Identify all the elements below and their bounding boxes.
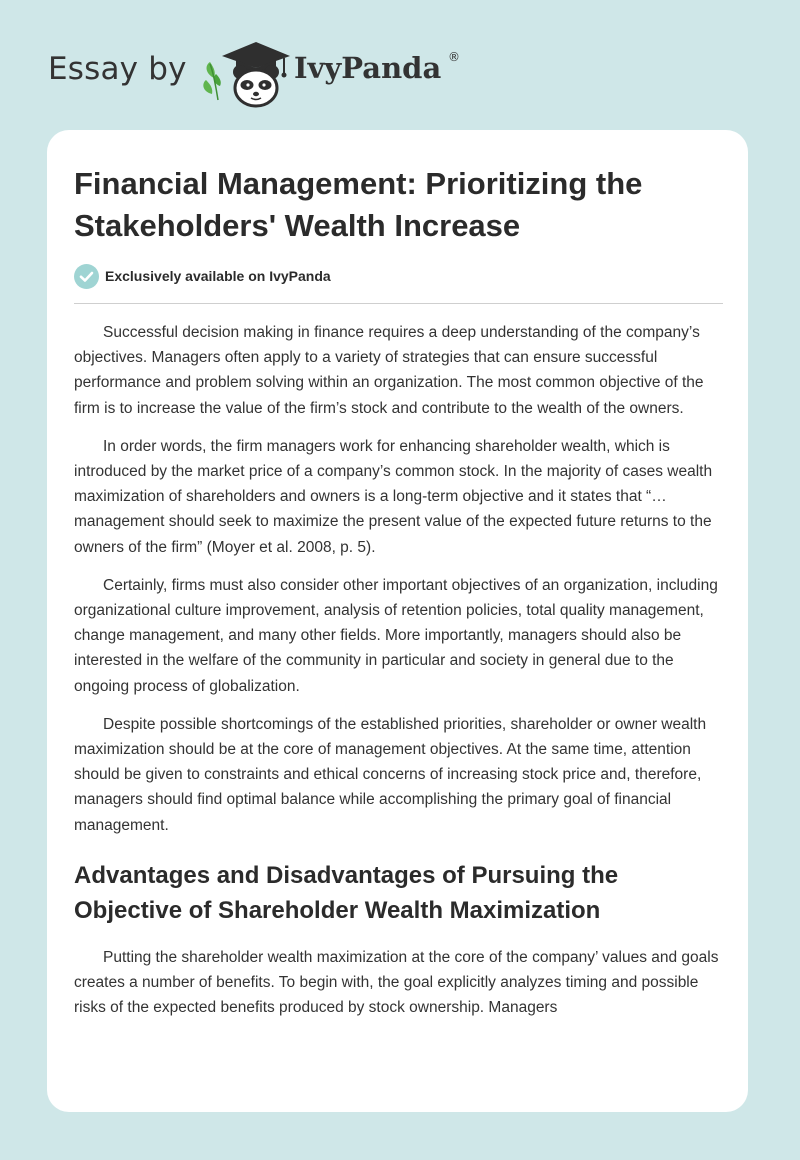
checkmark-icon <box>74 264 99 289</box>
divider <box>74 303 723 304</box>
paragraph: Successful decision making in finance requires a deep understanding of the company’s objectives. Managers often apply to a variety of strategies that can ensure successful performance and problem solving within an organization. The most common objective of the firm is to increase the value of the firm’s stock and contribute to the wealth of the owners. <box>74 324 704 417</box>
section-heading: Advantages and Disadvantages of Pursuing the Objective of Shareholder Wealth Maximization <box>74 861 619 924</box>
site-header <box>48 34 468 110</box>
panda-graduate-icon <box>200 34 296 110</box>
brand-name: IvyPanda <box>294 51 442 85</box>
article-title: Financial Management: Prioritizing the Stakeholders' Wealth Increase <box>74 166 643 243</box>
paragraph: Despite possible shortcomings of the established priorities, shareholder or owner wealth maximization should be at the core of management objectives. At the same time, attention should be given to constraints and ethical concerns of increasing stock price and, therefore, managers should find optimal balance while accomplishing the primary goal of financial management. <box>74 715 707 834</box>
ivy-leaf-icon <box>203 62 220 100</box>
paragraph: In order words, the firm managers work for enhancing shareholder wealth, which is introduced by the market price of a company’s common stock. In the majority of cases wealth maximization of shareholders and owners is a long-term objective and it states that “…management should seek to maximize the present value of the expected future returns to the owners of the firm” (Moyer et al. 2008, p. 5). <box>74 437 713 556</box>
paragraph: Putting the shareholder wealth maximization at the core of the company’ values and goals creates a number of benefits. To begin with, the goal explicitly analyzes timing and possible risks of the expected benefits produced by stock ownership. Managers <box>74 948 719 1017</box>
article-card <box>47 130 748 1112</box>
article-body <box>74 320 724 1033</box>
exclusive-badge-text: Exclusively available on IvyPanda <box>105 268 331 284</box>
ivypanda-logo[interactable] <box>200 34 296 110</box>
brand-prefix: Essay by <box>48 51 187 87</box>
paragraph: Certainly, firms must also consider other important objectives of an organization, including organizational culture improvement, analysis of retention policies, total quality management, change management, and many other fields. More importantly, managers should also be interested in the welfare of the community in particular and society in general due to the ongoing process of globalization. <box>74 576 718 695</box>
registered-mark: ® <box>448 50 460 64</box>
exclusive-badge <box>74 263 331 289</box>
